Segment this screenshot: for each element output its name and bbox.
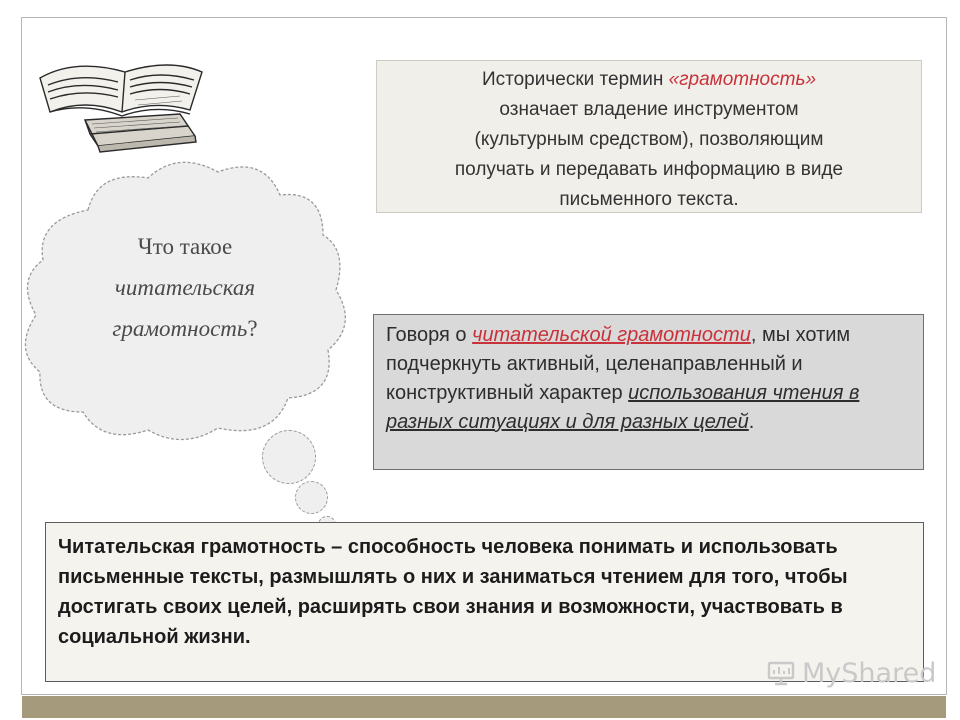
cloud-question-line3: грамотность <box>112 316 248 341</box>
thought-bubble-large <box>262 430 316 484</box>
watermark <box>766 656 936 690</box>
box1-line4: получать и передавать информацию в виде <box>454 159 844 180</box>
box2-underlined: использования чтения в разных ситуациях и для разных целей <box>386 382 860 433</box>
cloud-question-line2: читательская <box>114 275 256 300</box>
box3-text: Читательская грамотность – способность человека понимать и использовать письменные тексты, размышлять о них и заниматься чтением для того, чтобы достигать своих целей, расширять свои знания и возможности, участвовать в социальной жизни. <box>58 536 848 648</box>
box1-highlight: «грамотность» <box>668 69 817 90</box>
cloud-question-line1: Что такое <box>137 234 233 259</box>
box2-suffix: . <box>748 411 755 433</box>
box1-line2: означает владение инструментом <box>499 99 799 120</box>
box1-line3: (культурным средством), позволяющим <box>474 129 824 150</box>
thought-bubble-medium <box>295 481 328 514</box>
bottom-band <box>22 696 946 718</box>
cloud-question-mark: ? <box>247 316 258 341</box>
reading-literacy-explanation-box <box>373 314 924 470</box>
books-icon <box>30 50 210 160</box>
box2-prefix: Говоря о <box>386 324 473 346</box>
historical-definition-box <box>376 60 922 213</box>
presentation-icon <box>766 660 796 686</box>
box1-line1-prefix: Исторически термин <box>481 69 669 90</box>
watermark-text: MyShared <box>802 657 937 689</box>
box2-body: , мы хотим подчеркнуть активный, целенаправленный и конструктивный характер <box>386 324 851 404</box>
cloud-question <box>70 226 300 349</box>
box1-line5: письменного текста. <box>559 189 739 210</box>
box2-highlight: читательской грамотности <box>472 324 751 346</box>
